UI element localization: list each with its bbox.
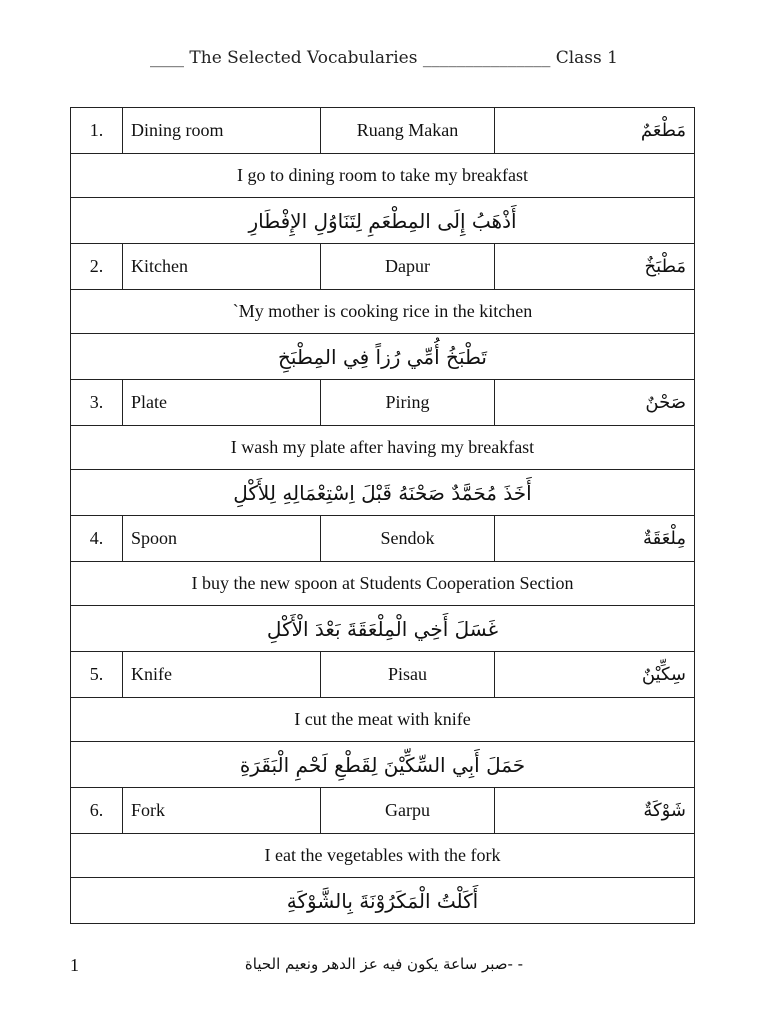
arabic-word: صَحْنٌ [495, 380, 695, 426]
english-word: Kitchen [123, 244, 321, 290]
english-word: Knife [123, 652, 321, 698]
english-sentence-row [71, 426, 695, 470]
arabic-word: مِلْعَقَةٌ [495, 516, 695, 562]
arabic-word: مَطْبَخٌ [495, 244, 695, 290]
arabic-sentence-row [71, 742, 695, 788]
english-word: Spoon [123, 516, 321, 562]
arabic-word: سِكِّيْنٌ [495, 652, 695, 698]
vocab-word-row [71, 244, 695, 290]
entry-number: 1. [71, 108, 123, 154]
arabic-sentence-row [71, 334, 695, 380]
entry-number: 3. [71, 380, 123, 426]
english-sentence: `My mother is cooking rice in the kitchen [71, 290, 695, 334]
arabic-sentence: أَذْهَبُ إِلَى المِطْعَمِ لِتَنَاوُلِ الإِفْطَارِ [71, 198, 695, 244]
arabic-sentence-row [71, 470, 695, 516]
malay-word: Piring [321, 380, 495, 426]
malay-word: Sendok [321, 516, 495, 562]
arabic-word: مَطْعَمٌ [495, 108, 695, 154]
arabic-sentence: أَخَذَ مُحَمَّدٌ صَحْنَهُ قَبْلَ اِسْتِعْمَالِهِ لِلأَكْلِ [71, 470, 695, 516]
english-word: Plate [123, 380, 321, 426]
malay-word: Dapur [321, 244, 495, 290]
vocab-word-row [71, 108, 695, 154]
english-word: Dining room [123, 108, 321, 154]
english-word: Fork [123, 788, 321, 834]
english-sentence-row [71, 834, 695, 878]
english-sentence-row [71, 698, 695, 742]
english-sentence: I cut the meat with knife [71, 698, 695, 742]
arabic-sentence-row [71, 606, 695, 652]
arabic-sentence: أَكَلْتُ الْمَكَرُوْنَةَ بِالشَّوْكَةِ [71, 878, 695, 924]
page-number: 1 [70, 955, 79, 975]
vocab-word-row [71, 516, 695, 562]
english-sentence-row [71, 562, 695, 606]
english-sentence: I wash my plate after having my breakfast [71, 426, 695, 470]
footer-quote: - -صبر ساعة يكون فيه عز الدهر ونعيم الحياة [244, 955, 524, 973]
vocab-word-row [71, 652, 695, 698]
english-sentence: I buy the new spoon at Students Cooperation Section [71, 562, 695, 606]
arabic-sentence: تَطْبَخُ أُمِّي رُزاً فِي المِطْبَخِ [71, 334, 695, 380]
arabic-sentence: حَمَلَ أَبِي السِّكِّيْنَ لِقَطْعِ لَحْمِ الْبَقَرَةِ [71, 742, 695, 788]
vocabulary-table [70, 107, 695, 924]
malay-word: Garpu [321, 788, 495, 834]
arabic-word: شَوْكَةٌ [495, 788, 695, 834]
english-sentence-row [71, 154, 695, 198]
entry-number: 6. [71, 788, 123, 834]
arabic-sentence: غَسَلَ أَخِي الْمِلْعَقَةَ بَعْدَ الْأَكْلِ [71, 606, 695, 652]
page-header: ____ The Selected Vocabularies _______________ Class 1 [150, 48, 618, 68]
entry-number: 4. [71, 516, 123, 562]
vocab-word-row [71, 788, 695, 834]
malay-word: Ruang Makan [321, 108, 495, 154]
english-sentence-row [71, 290, 695, 334]
malay-word: Pisau [321, 652, 495, 698]
entry-number: 5. [71, 652, 123, 698]
arabic-sentence-row [71, 878, 695, 924]
english-sentence: I eat the vegetables with the fork [71, 834, 695, 878]
arabic-sentence-row [71, 198, 695, 244]
entry-number: 2. [71, 244, 123, 290]
english-sentence: I go to dining room to take my breakfast [71, 154, 695, 198]
vocab-word-row [71, 380, 695, 426]
